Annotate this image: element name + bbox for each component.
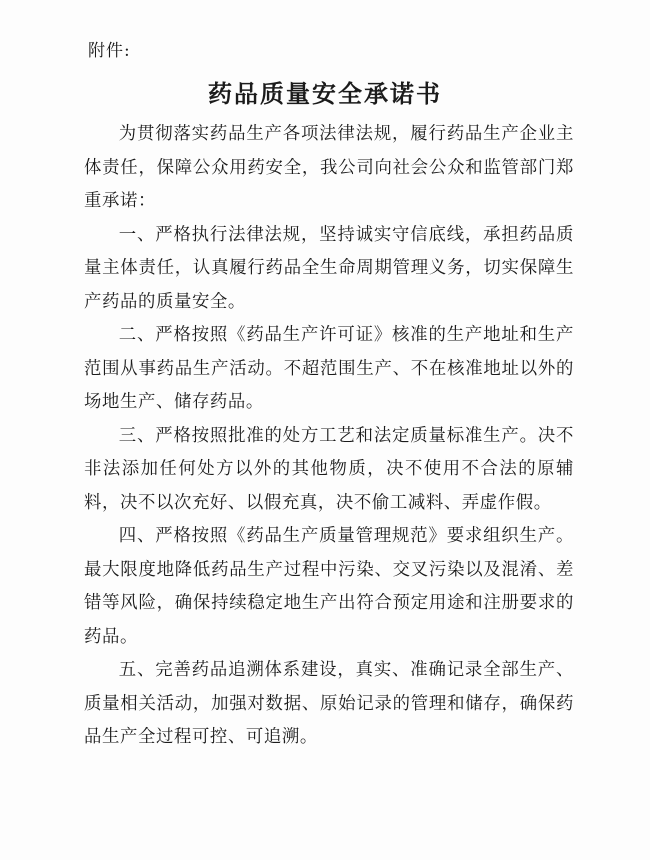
commitment-paragraph-2: 二、严格按照《药品生产许可证》核准的生产地址和生产范围从事药品生产活动。不超范围生产、不在核准地址以外的场地生产、储存药品。: [84, 325, 574, 412]
commitment-paragraph-1: 一、严格执行法律法规，坚持诚实守信底线，承担药品质量主体责任，认真履行药品全生命周期管理义务，切实保障生产药品的质量安全。: [84, 224, 574, 312]
commitment-paragraph-3: 三、严格按照批准的处方工艺和法定质量标准生产。决不非法添加任何处方以外的其他物质，决不使用不合法的原辅料，决不以次充好、以假充真，决不偷工减料、弄虚作假。: [84, 425, 574, 513]
document-body: [84, 118, 574, 755]
commitment-paragraph-4: 四、严格按照《药品生产质量管理规范》要求组织生产。最大限度地降低药品生产过程中污染、交叉污染以及混淆、差错等风险，确保持续稳定地生产出符合预定用途和注册要求的药品。: [84, 526, 574, 647]
attachment-label: 附件:: [88, 41, 131, 61]
document-title: 药品质量安全承诺书: [208, 80, 442, 108]
intro-paragraph: 为贯彻落实药品生产各项法律法规，履行药品生产企业主体责任，保障公众用药安全，我公司向社会公众和监管部门郑重承诺：: [84, 124, 574, 211]
commitment-paragraph-5: 五、完善药品追溯体系建设，真实、准确记录全部生产、质量相关活动，加强对数据、原始记录的管理和储存，确保药品生产全过程可控、可追溯。: [84, 660, 574, 747]
